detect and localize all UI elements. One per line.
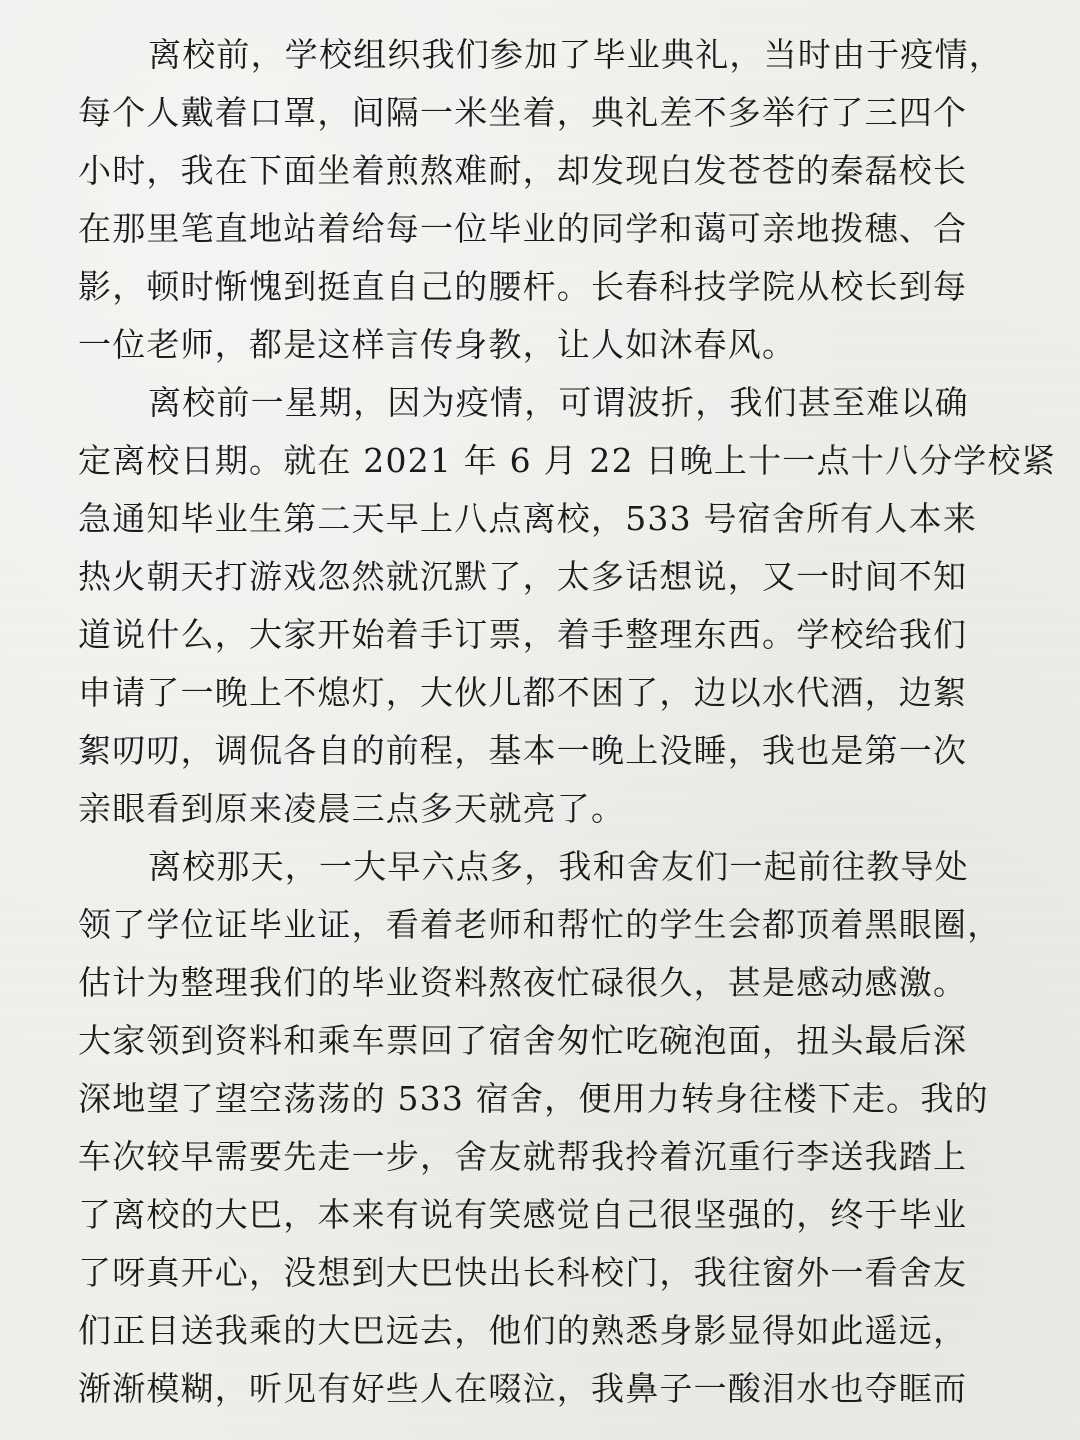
text-line: 领了学位证毕业证，看着老师和帮忙的学生会都顶着黑眼圈， [78,905,1002,944]
text-line: 影，顿时惭愧到挺直自己的腰杆。长春科技学院从校长到每 [78,267,968,306]
text-line: 一位老师，都是这样言传身教，让人如沐春风。 [78,325,797,364]
text-line: 离校那天，一大早六点多，我和舍友们一起前往教导处 [148,847,969,886]
text-line: 估计为整理我们的毕业资料熬夜忙碌很久，甚是感动感激。 [78,963,968,1002]
text-line: 们正目送我乘的大巴远去，他们的熟悉身影显得如此遥远， [78,1311,968,1350]
text-line: 亲眼看到原来凌晨三点多天就亮了。 [78,789,626,828]
text-line: 热火朝天打游戏忽然就沉默了，太多话想说，又一时间不知 [78,557,968,596]
text-line: 离校前，学校组织我们参加了毕业典礼，当时由于疫情， [148,35,1003,74]
text-line: 车次较早需要先走一步，舍友就帮我拎着沉重行李送我踏上 [78,1137,968,1176]
document-page [78,26,1056,1418]
text-line: 每个人戴着口罩，间隔一米坐着，典礼差不多举行了三四个 [78,93,968,132]
text-line: 絮叨叨，调侃各自的前程，基本一晚上没睡，我也是第一次 [78,731,968,770]
text-line: 了呀真开心，没想到大巴快出长科校门，我往窗外一看舍友 [78,1253,968,1292]
text-line: 急通知毕业生第二天早上八点离校，533 号宿舍所有人本来 [78,499,978,538]
text-line: 小时，我在下面坐着煎熬难耐，却发现白发苍苍的秦磊校长 [78,151,968,190]
text-line: 了离校的大巴，本来有说有笑感觉自己很坚强的，终于毕业 [78,1195,968,1234]
paragraph-3 [78,838,1008,1418]
text-line: 深地望了望空荡荡的 533 宿舍，便用力转身往楼下走。我的 [78,1079,989,1118]
text-line: 在那里笔直地站着给每一位毕业的同学和蔼可亲地拨穗、合 [78,209,968,248]
paragraph-2 [78,374,1056,838]
text-line: 定离校日期。就在 2021 年 6 月 22 日晚上十一点十八分学校紧 [78,441,1056,480]
text-line: 渐渐模糊，听见有好些人在啜泣，我鼻子一酸泪水也夺眶而 [78,1369,968,1408]
text-line: 离校前一星期，因为疫情，可谓波折，我们甚至难以确 [148,383,969,422]
text-line: 道说什么，大家开始着手订票，着手整理东西。学校给我们 [78,615,968,654]
text-line: 大家领到资料和乘车票回了宿舍匆忙吃碗泡面，扭头最后深 [78,1021,968,1060]
text-line: 申请了一晚上不熄灯，大伙儿都不困了，边以水代酒，边絮 [78,673,968,712]
paragraph-1 [78,26,1008,374]
